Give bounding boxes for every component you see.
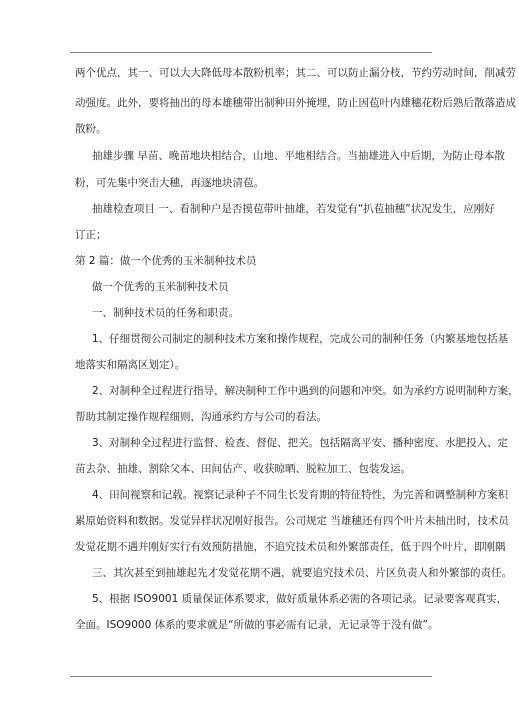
text-line: 粉，可先集中突击大穗，再逐地块清苞。	[75, 177, 264, 189]
text-line: 2、对制种全过程进行指导，解决制种工作中遇到的问题和冲突。如为承约方说明制种方案，	[92, 385, 519, 397]
text-line: 抽雄检查项目 一、看制种户是否摸苞带叶抽雄，若发觉有“扒苞抽穗”状况发生，应刚好	[92, 203, 495, 215]
text-line: 散粉。	[75, 123, 107, 135]
text-line: 全面。ISO9000 体系的要求就是“所做的事必需有记录，无记录等于没有做”。	[75, 619, 439, 631]
text-line: 4、田间视察和记载。视察记录种子不同生长发育期的特征特性，为完善和调整制种方案积	[92, 489, 509, 501]
text-line: 5、根据 ISO9001 质量保证体系要求，做好质量体系必需的各项记录。记录要客观真实，	[92, 593, 508, 605]
text-line: 订正；	[75, 229, 107, 241]
text-line: 3、对制种全过程进行监督、检查、督促、把关。包括隔离平安、播种密度、水肥投入、定	[92, 437, 509, 449]
text-line: 做一个优秀的玉米制种技术员	[92, 281, 229, 293]
bottom-rule	[70, 676, 432, 677]
top-rule	[70, 52, 432, 53]
text-line: 一、制种技术员的任务和职责。	[92, 307, 239, 319]
section-heading: 第 2 篇：做一个优秀的玉米制种技术员	[75, 255, 257, 267]
text-line: 三、其次甚至到抽雄起先才发觉花期不遇，就要追究技术员、片区负责人和外繁部的责任。	[92, 567, 512, 579]
text-line: 抽雄步骤 早苗、晚苗地块相结合，山地、平地相结合。当抽雄进入中后期，为防止母本散	[92, 150, 505, 162]
text-line: 动强度。此外，要将抽出的母本雄穗带出制种田外掩埋，防止因苞叶内雄穗花粉后熟后散落造成	[75, 97, 516, 109]
text-line: 地落实和隔离区划定）。	[75, 359, 186, 371]
text-line: 两个优点，其一、可以大大降低母本散粉机率；其二、可以防止漏分枝，节约劳动时间，削减劳	[75, 67, 516, 79]
text-line: 发觉花期不遇并刚好实行有效预防措施，不追究技术员和外繁部责任，低于四个叶片，即刚隅	[75, 541, 506, 553]
text-line: 累原始资料和数据。发觉异样状况刚好报告。公司规定 当雄穗还有四个叶片未抽出时，技术员	[75, 515, 509, 527]
text-line: 帮助其制定操作规程细则，沟通承约方与公司的看法。	[75, 411, 327, 423]
text-line: 苗去杂、抽雄、割除父本、田间估产、收获晾晒、脱粒加工、包装发运。	[75, 463, 411, 475]
text-line: 1、仔细贯彻公司制定的制种技术方案和操作规程，完成公司的制种任务（内繁基地包括基	[92, 333, 509, 345]
